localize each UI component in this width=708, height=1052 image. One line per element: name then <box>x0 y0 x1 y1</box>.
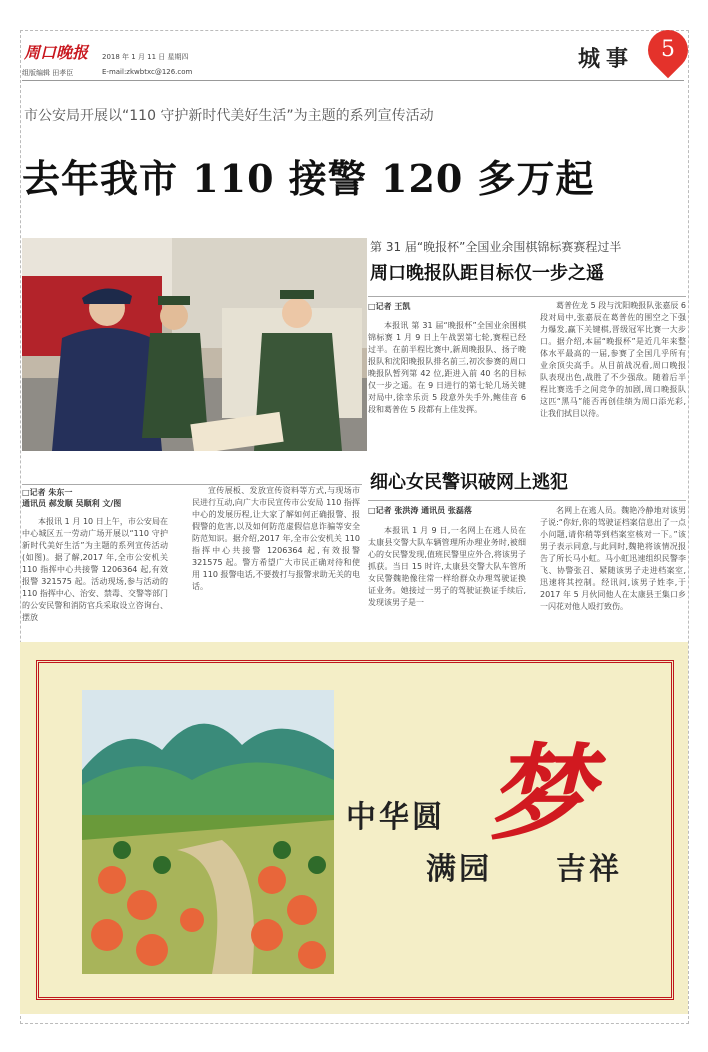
photo-illustration <box>22 238 367 451</box>
lead-reporter: □记者 朱东一 <box>22 488 73 497</box>
story3-text-2: 名网上在逃人员。魏艳冷静地对该男子说:“你好,你的驾驶证档案信息出了一点小问题,请你稍等到档案室核对一下。”该男子表示同意,与此同时,魏艳将该情况报告了所长马小虹。马小虹迅速组织民警李飞、协警张召、紧随该男子走进档案室,迅速将其控制。经讯问,该男子姓李,于 2017 年 5 月伙同他人在太康县王集口乡一闪花对他人殴打致伤。 <box>540 506 686 611</box>
ad-slogan-line2-b: 吉祥 <box>556 852 622 887</box>
newspaper-logo: 周口晚报 <box>24 43 89 62</box>
ad-slogan-line2-a: 满园 <box>426 852 492 887</box>
story2-text-2: 葛普佐龙 5 段与沈阳晚报队张嘉辰 6 段对局中,张嘉辰在葛普佐的围空之下强力爆发,赢下关键棋,晋级冠军比赛一大步口。据介绍,本届“晚报杯”是近几年来整体水平最高的一届,参赛了全国几乎所有业余顶尖高手。从目前战况看,周口晚报队表现出色,战胜了不少强敌。随着后半程比赛选手之间竞争的加剧,周口晚报队这匹“黑马”能否再创佳绩为周口添光彩,让我们拭目以待。 <box>540 301 686 418</box>
layout-editor: 组版编辑 田孝臣 <box>22 69 74 77</box>
lead-text-1: 本报讯 1 月 10 日上午，市公安局在中心城区五一劳动广场开展以“110 守护新时代美好生活”为主题的系列宣传活动(如图)。据了解,2017 年,全市公安机关 110 指挥中心共接警 1206364 起,有效报警 321575 起。活动现场,参与活动的 110 指挥中心、治安、禁毒、交警等部门的公安民警和消防官兵采取设立咨询台、摆放 <box>22 517 168 622</box>
masthead-rule <box>22 80 684 81</box>
ad-brush-character: 梦 <box>488 732 593 855</box>
lead-body-col1 <box>22 516 168 622</box>
ad-painting <box>82 690 334 974</box>
story3-body-col1 <box>368 525 526 621</box>
story3-rule <box>368 500 686 501</box>
story2-subhead: 第 31 届“晚报杯”全国业余围棋锦标赛赛程过半 <box>370 240 622 254</box>
editor-email: E-mail:zkwbtxc@126.com <box>102 68 193 76</box>
painting-illustration <box>82 690 334 974</box>
lead-headline: 去年我市 110 接警 120 多万起 <box>22 156 595 201</box>
story3-reporter: □记者 张洪涛 通讯员 张磊落 <box>368 506 472 515</box>
lead-subhead: 市公安局开展以“110 守护新时代美好生活”为主题的系列宣传活动 <box>24 108 434 124</box>
story2-reporter: □记者 王凯 <box>368 302 411 311</box>
advertisement <box>20 642 688 1014</box>
story2-body-col2 <box>540 300 686 432</box>
story2-headline: 周口晚报队距目标仅一步之遥 <box>370 263 604 284</box>
story3-headline: 细心女民警识破网上逃犯 <box>370 472 568 493</box>
issue-date: 2018 年 1 月 11 日 星期四 <box>102 53 189 61</box>
lead-body-col2 <box>192 485 360 619</box>
page-number-badge <box>640 22 697 79</box>
story3-body-col2 <box>540 505 686 625</box>
section-title: 城事 <box>578 46 635 72</box>
lead-reporter-2: 通讯员 郝发顺 吴顺利 文/图 <box>22 499 122 508</box>
story2-text-1: 本报讯 第 31 届“晚报杯”全国业余围棋锦标赛 1 月 9 日上午战罢第七轮,赛程已经过半。在前半程比赛中,新周晚报队、扬子晚报队和沈阳晚报队排名前三,初次参赛的周口晚报队暂列第 42 位,距进入前 40 名的目标仅一步之遥。在 9 日进行的第七轮几场关键对局中,徐幸乐贡 5 段意外失手外,鲍佳音 6 段和葛普佐 5 段都有上佳发挥。 <box>368 321 526 414</box>
story2-body-col1 <box>368 320 526 428</box>
news-photo <box>22 238 367 451</box>
lead-text-2: 宣传展板、发放宣传资料等方式,与现场市民进行互动,向广大市民宣传市公安局 110 指挥中心的发展历程,让大家了解如何正确报警、报假警的危害,以及如何防范虚假信息诈骗等安全防范知识。据介绍,2017 年,全市公安机关 110 指挥中心共接警 1206364 起,有效报警 321575 起。警方希望广大市民正确对待和使用 110 报警电话,不要拨打与报警求助无关的电话。 <box>192 486 360 591</box>
ad-slogan-line1: 中华圆 <box>346 800 445 835</box>
story2-rule <box>368 296 686 297</box>
story3-text-1: 本报讯 1 月 9 日,一名网上在逃人员在太康县交警大队车辆管理所办理业务时,被细心的女民警发现,值班民警里应外合,将该男子抓获。当日 15 时许,太康县交警大队车管所女民警魏艳像往常一样给群众办理驾驶证换证业务。她接过一男子的驾驶证换证手续后,发现该男子是一 <box>368 526 526 607</box>
page-number: 5 <box>661 37 675 62</box>
